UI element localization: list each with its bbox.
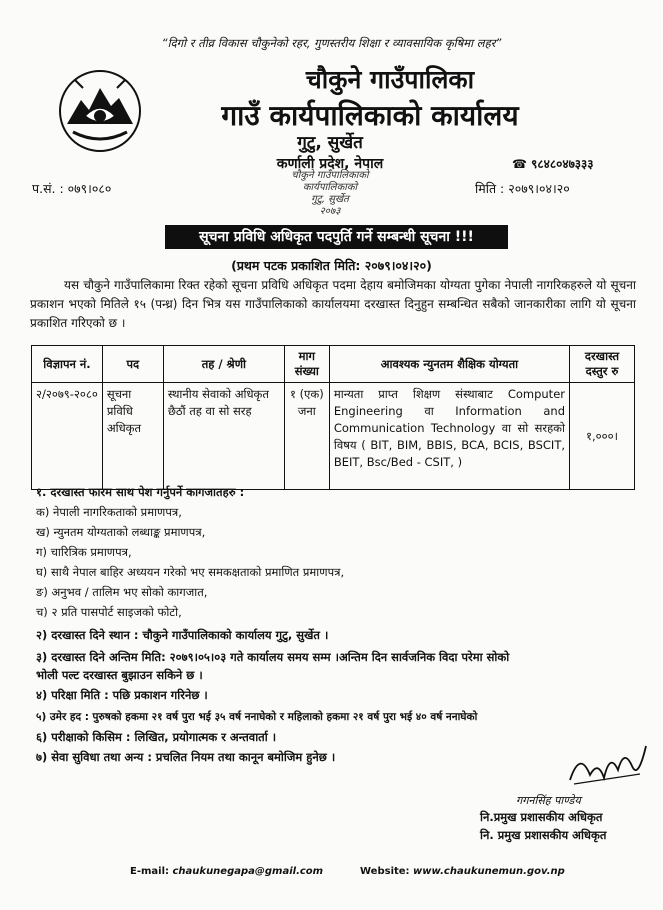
notice-banner: सूचना प्रविधि अधिकृत पदपुर्ति गर्ने सम्बन्धी सूचना !!! (165, 225, 508, 249)
stamp-line: २०७३ (319, 206, 341, 217)
header-number: विज्ञापन नं. (32, 346, 103, 383)
footer-website (360, 866, 565, 877)
list-item: ७) सेवा सुविधा तथा अन्य : प्रचलित नियम तथा कानून बमोजिम हुनेछ । (36, 750, 336, 764)
list-item: घ) साथै नेपाल बाहिर अध्ययन गरेको भए समकक्षताको प्रमाणित प्रमाणपत्र, (36, 565, 345, 579)
footer (0, 866, 663, 880)
website-label: Website: (360, 866, 410, 877)
office-name: गाउँ कार्यपालिकाको कार्यालय (221, 99, 519, 132)
cell-fee: १,०००। (570, 383, 635, 490)
list-item: ६) परीक्षाको किसिम : लिखित, प्रयोगात्मक र अन्तवार्ता । (36, 730, 277, 744)
website-link[interactable]: www.chaukunemun.gov.np (413, 866, 565, 877)
signer-title: नि. प्रमुख प्रशासकीय अधिकृत (480, 828, 607, 842)
notice-date: मिति : २०७९।०४।२० (475, 181, 570, 196)
intro-paragraph: यस चौकुने गाउँपालिकामा रिक्त रहेको सूचना प्रविधि अधिकृत पदमा देहाय बमोजिमका योग्यता पुगेका नेपाली नागरिकहरुले यो सूचना प्रकाशन भएको मितिले १५ (पन्ध्र) दिन भित्र यस गाउँपालिकाको कार्यालयमा दरखास्त दिनुहुन सम्बन्धित सबैको जानकारीका लागि यो सूचना प्रकाशित गरिएको छ । (30, 278, 636, 330)
cell-qualification: मान्यता प्राप्त शिक्षण संस्थाबाट Computer Engineering वा Information and Communication Technology वा सो सरहको विषय ( BIT, BIM, BBIS, BCA, BCIS, BSCIT, BEIT, Bsc/Bed - CSIT, ) (329, 383, 569, 490)
municipality-name: चौकुने गाउँपालिका (305, 65, 475, 94)
signer-name: गगनसिंह पाण्डेय (516, 794, 581, 807)
phone-number: ☎ ९८४८०४७३३३ (512, 157, 594, 171)
cell-position: सूचना प्रविधि अधिकृत (102, 383, 163, 490)
stamp-line: गुटु, सुर्खेत (311, 194, 349, 205)
list-item: ख) न्युनतम योग्यताको लब्धाङ्क प्रमाणपत्र, (36, 525, 206, 539)
cell-count: १ (एक) जना (284, 383, 329, 490)
header-qualification: आवश्यक न्युनतम शैक्षिक योग्यता (329, 346, 569, 383)
header-position: पद (102, 346, 163, 383)
vacancy-table (31, 345, 635, 490)
province-name: कर्णाली प्रदेश, नेपाल (276, 156, 384, 172)
cell-number: २/२०७९-२०८० (32, 383, 103, 490)
list-item: ३) दरखास्त दिने अन्तिम मिति: २०७९।०५।०३ गते कार्यालय समय सम्म ।अन्तिम दिन सार्वजनिक विदा परेमा सोको (36, 650, 510, 664)
office-stamp (290, 170, 370, 218)
motto: “दिगो र तीव्र विकास चौकुनेको रहर, गुणस्तरीय शिक्षा र व्यावसायिक कृषिमा लहर” (161, 36, 502, 50)
signer-titles (480, 808, 606, 844)
list-item: ङ) अनुभव / तालिम भए सोको कागजात, (36, 585, 208, 599)
first-published-date: (प्रथम पटक प्रकाशित मिति: २०७९।०४।२०) (231, 258, 432, 273)
list-item: भोली पल्ट दरखास्त बुझाउन सकिने छ । (36, 668, 203, 682)
header-level: तह / श्रेणी (163, 346, 284, 383)
footer-email (130, 866, 323, 877)
reference-number: प.सं. : ०७९।०८० (32, 181, 112, 196)
list-item: क) नेपाली नागरिकताको प्रमाणपत्र, (36, 505, 182, 519)
email-label: E-mail: (130, 866, 170, 877)
nepal-emblem-logo (55, 66, 145, 156)
list-item: ५) उमेर हद : पुरुषको हकमा २१ वर्ष पुरा भई ३५ वर्ष ननाघेको र महिलाको हकमा २१ वर्ष पुरा भई ४० वर्ष ननाघेको (36, 711, 478, 723)
header-fee: दरखास्त दस्तुर रु (570, 346, 635, 383)
signature-mark (560, 740, 650, 790)
office-location: गुटु, सुर्खेत (297, 133, 363, 153)
cell-level: स्थानीय सेवाको अधिकृत छैठौं तह वा सो सरह (163, 383, 284, 490)
docs-title: १. दरखास्त फारम साथ पेश गर्नुपर्ने कागजातहरु : (36, 485, 245, 499)
list-item: ४) परिक्षा मिति : पछि प्रकाशन गरिनेछ । (36, 688, 208, 702)
signer-title: नि.प्रमुख प्रशासकीय अधिकृत (480, 810, 603, 824)
list-item: ग) चारित्रिक प्रमाणपत्र, (36, 545, 132, 559)
header-count: माग संख्या (284, 346, 329, 383)
email-address[interactable]: chaukunegapa@gmail.com (172, 866, 324, 877)
stamp-line: कार्यपालिकाको (302, 182, 358, 193)
stamp-line: चौकुने गाउँपालिकाको (291, 170, 369, 181)
table-header-row (32, 346, 635, 383)
list-item: च) २ प्रति पासपोर्ट साइजको फोटो, (36, 605, 182, 619)
table-row (32, 383, 635, 490)
list-item: २) दरखास्त दिने स्थान : चौकुने गाउँपालिकाको कार्यालय गुटु, सुर्खेत । (36, 628, 329, 642)
